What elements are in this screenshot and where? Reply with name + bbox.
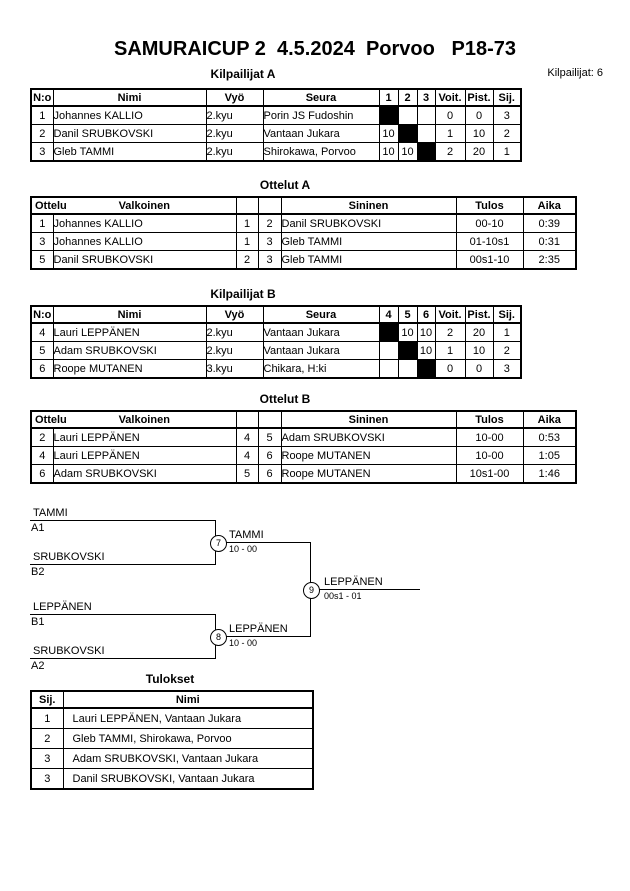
match-time: 1:46 [523,465,576,484]
bracket-match-7-node: 7 [210,535,227,552]
white-player: Lauri LEPPÄNEN [53,447,236,465]
competitor-name: Roope MUTANEN [53,360,206,379]
blue-player-number: 6 [258,465,281,484]
bracket-player-b2: SRUBKOVSKI [33,551,105,563]
placement: 2 [493,125,521,143]
bracket-seed-b2: B2 [31,566,45,578]
points: 10 [465,342,493,360]
table-row [31,106,521,125]
white-player: Adam SRUBKOVSKI [53,465,236,484]
wins: 1 [435,125,465,143]
bracket-score-7: 10 - 00 [229,544,258,554]
blue-player-number: 5 [258,428,281,447]
diagonal-cell [398,125,417,143]
col-place-header: Sij. [493,89,521,106]
matches-a-table [30,196,577,270]
col-club-header: Seura [263,89,379,106]
competitor-name: Lauri LEPPÄNEN [53,323,206,342]
diagonal-cell [398,342,417,360]
col-match6-header: 6 [417,306,435,323]
col-result-header: Tulos [456,411,523,428]
pool-a-table [30,88,522,162]
result-name: Lauri LEPPÄNEN, Vantaan Jukara [63,708,313,729]
table-row [31,729,313,749]
col-white-number-header [236,411,258,428]
col-name-header: Nimi [63,691,313,708]
match-result: 10-00 [456,447,523,465]
col-name-header: Nimi [53,89,206,106]
match-result: 00-10 [456,214,523,233]
belt: 3.kyu [206,360,263,379]
competitor-name: Johannes KALLIO [53,106,206,125]
competitor-name: Danil SRUBKOVSKI [53,125,206,143]
col-match-header: Ottelu [31,197,53,214]
white-player: Johannes KALLIO [53,233,236,251]
match-number: 5 [31,251,53,270]
wins: 2 [435,143,465,162]
points: 20 [465,143,493,162]
match-result: 01-10s1 [456,233,523,251]
competitor-number: 5 [31,342,53,360]
col-blue-header: Sininen [281,411,456,428]
diagonal-cell [417,360,435,379]
competitor-number: 1 [31,106,53,125]
header-row [31,89,521,106]
col-white-header: Valkoinen [53,411,236,428]
points: 0 [465,106,493,125]
col-club-header: Seura [263,306,379,323]
blue-player-number: 3 [258,233,281,251]
wins: 0 [435,106,465,125]
header-row [31,411,576,428]
col-place-header: Sij. [493,306,521,323]
club: Vantaan Jukara [263,323,379,342]
competitor-number: 2 [31,125,53,143]
blue-player: Roope MUTANEN [281,465,456,484]
match-number: 3 [31,233,53,251]
table-row [31,323,521,342]
competitor-name: Adam SRUBKOVSKI [53,342,206,360]
result-name: Gleb TAMMI, Shirokawa, Porvoo [63,729,313,749]
score-cell [417,125,435,143]
final-bracket [0,502,630,687]
col-blue-header: Sininen [281,197,456,214]
table-row [31,143,521,162]
col-time-header: Aika [523,197,576,214]
header-row [31,691,313,708]
col-result-header: Tulos [456,197,523,214]
matches-b-table [30,410,577,484]
bracket-winner-7: TAMMI [229,529,264,541]
white-player-number: 4 [236,428,258,447]
results-heading: Tulokset [145,672,195,686]
club: Vantaan Jukara [263,342,379,360]
match-number: 2 [31,428,53,447]
table-row [31,447,576,465]
match-result: 00s1-10 [456,251,523,270]
bracket-player-a1: TAMMI [33,507,68,519]
bracket-seed-a2: A2 [31,660,45,672]
points: 0 [465,360,493,379]
white-player: Lauri LEPPÄNEN [53,428,236,447]
col-white-header: Valkoinen [53,197,236,214]
table-row [31,360,521,379]
result-name: Danil SRUBKOVSKI, Vantaan Jukara [63,769,313,790]
bracket-seed-b1: B1 [31,616,45,628]
white-player-number: 1 [236,214,258,233]
table-row [31,342,521,360]
col-match5-header: 5 [398,306,417,323]
bracket-match-9-node: 9 [303,582,320,599]
match-time: 0:31 [523,233,576,251]
table-row [31,214,576,233]
result-place: 1 [31,708,63,729]
bracket-match-8-node: 8 [210,629,227,646]
table-row [31,233,576,251]
competitor-number: 4 [31,323,53,342]
bracket-score-final: 00s1 - 01 [324,591,362,601]
table-row [31,749,313,769]
club: Vantaan Jukara [263,125,379,143]
matches-b-heading: Ottelut B [259,392,311,406]
score-cell: 10 [379,125,398,143]
col-blue-number-header [258,197,281,214]
placement: 3 [493,360,521,379]
match-result: 10s1-00 [456,465,523,484]
placement: 1 [493,143,521,162]
score-cell [379,360,398,379]
match-time: 1:05 [523,447,576,465]
score-cell: 10 [398,323,417,342]
col-match-header: Ottelu [31,411,53,428]
table-row [31,769,313,790]
col-belt-header: Vyö [206,89,263,106]
white-player-number: 4 [236,447,258,465]
pool-b-table [30,305,522,379]
score-cell [398,360,417,379]
points: 20 [465,323,493,342]
match-time: 2:35 [523,251,576,270]
club: Shirokawa, Porvoo [263,143,379,162]
table-row [31,428,576,447]
col-points-header: Pist. [465,89,493,106]
club: Porin JS Fudoshin [263,106,379,125]
bracket-winner-8: LEPPÄNEN [229,623,288,635]
col-match4-header: 4 [379,306,398,323]
table-row [31,251,576,270]
blue-player-number: 6 [258,447,281,465]
col-blue-number-header [258,411,281,428]
col-points-header: Pist. [465,306,493,323]
score-cell [398,106,417,125]
competitor-number: 6 [31,360,53,379]
results-table [30,690,314,790]
competitor-name: Gleb TAMMI [53,143,206,162]
wins: 1 [435,342,465,360]
bracket-seed-a1: A1 [31,522,45,534]
blue-player: Danil SRUBKOVSKI [281,214,456,233]
score-cell [417,106,435,125]
table-row [31,125,521,143]
match-result: 10-00 [456,428,523,447]
header-row [31,306,521,323]
col-belt-header: Vyö [206,306,263,323]
placement: 3 [493,106,521,125]
score-cell: 10 [417,342,435,360]
page-title: SAMURAICUP 2 4.5.2024 Porvoo P18-73 [113,38,516,60]
belt: 2.kyu [206,106,263,125]
col-wins-header: Voit. [435,89,465,106]
belt: 2.kyu [206,143,263,162]
white-player: Danil SRUBKOVSKI [53,251,236,270]
col-match1-header: 1 [379,89,398,106]
pool-a-heading: Kilpailijat A [210,67,276,81]
col-match3-header: 3 [417,89,435,106]
diagonal-cell [417,143,435,162]
white-player-number: 1 [236,233,258,251]
match-time: 0:53 [523,428,576,447]
blue-player-number: 2 [258,214,281,233]
points: 10 [465,125,493,143]
score-cell [379,342,398,360]
placement: 1 [493,323,521,342]
white-player-number: 5 [236,465,258,484]
col-number-header: N:o [31,89,53,106]
belt: 2.kyu [206,125,263,143]
result-place: 3 [31,769,63,790]
diagonal-cell [379,106,398,125]
score-cell: 10 [417,323,435,342]
blue-player-number: 3 [258,251,281,270]
white-player: Johannes KALLIO [53,214,236,233]
bracket-player-b1: LEPPÄNEN [33,601,92,613]
belt: 2.kyu [206,342,263,360]
match-number: 4 [31,447,53,465]
bracket-winner-final: LEPPÄNEN [324,576,383,588]
score-cell: 10 [398,143,417,162]
diagonal-cell [379,323,398,342]
match-time: 0:39 [523,214,576,233]
blue-player: Gleb TAMMI [281,251,456,270]
belt: 2.kyu [206,323,263,342]
competitor-number: 3 [31,143,53,162]
blue-player: Gleb TAMMI [281,233,456,251]
table-row [31,708,313,729]
club: Chikara, H:ki [263,360,379,379]
match-number: 6 [31,465,53,484]
pool-b-heading: Kilpailijat B [210,287,276,301]
col-wins-header: Voit. [435,306,465,323]
bracket-player-a2: SRUBKOVSKI [33,645,105,657]
col-match2-header: 2 [398,89,417,106]
matches-a-heading: Ottelut A [259,178,311,192]
bracket-score-8: 10 - 00 [229,638,258,648]
col-white-number-header [236,197,258,214]
table-row [31,465,576,484]
col-number-header: N:o [31,306,53,323]
competitors-count: Kilpailijat: 6 [547,67,603,79]
wins: 2 [435,323,465,342]
placement: 2 [493,342,521,360]
blue-player: Adam SRUBKOVSKI [281,428,456,447]
match-number: 1 [31,214,53,233]
blue-player: Roope MUTANEN [281,447,456,465]
result-place: 3 [31,749,63,769]
result-name: Adam SRUBKOVSKI, Vantaan Jukara [63,749,313,769]
score-cell: 10 [379,143,398,162]
wins: 0 [435,360,465,379]
white-player-number: 2 [236,251,258,270]
col-place-header: Sij. [31,691,63,708]
result-place: 2 [31,729,63,749]
col-time-header: Aika [523,411,576,428]
header-row [31,197,576,214]
col-name-header: Nimi [53,306,206,323]
